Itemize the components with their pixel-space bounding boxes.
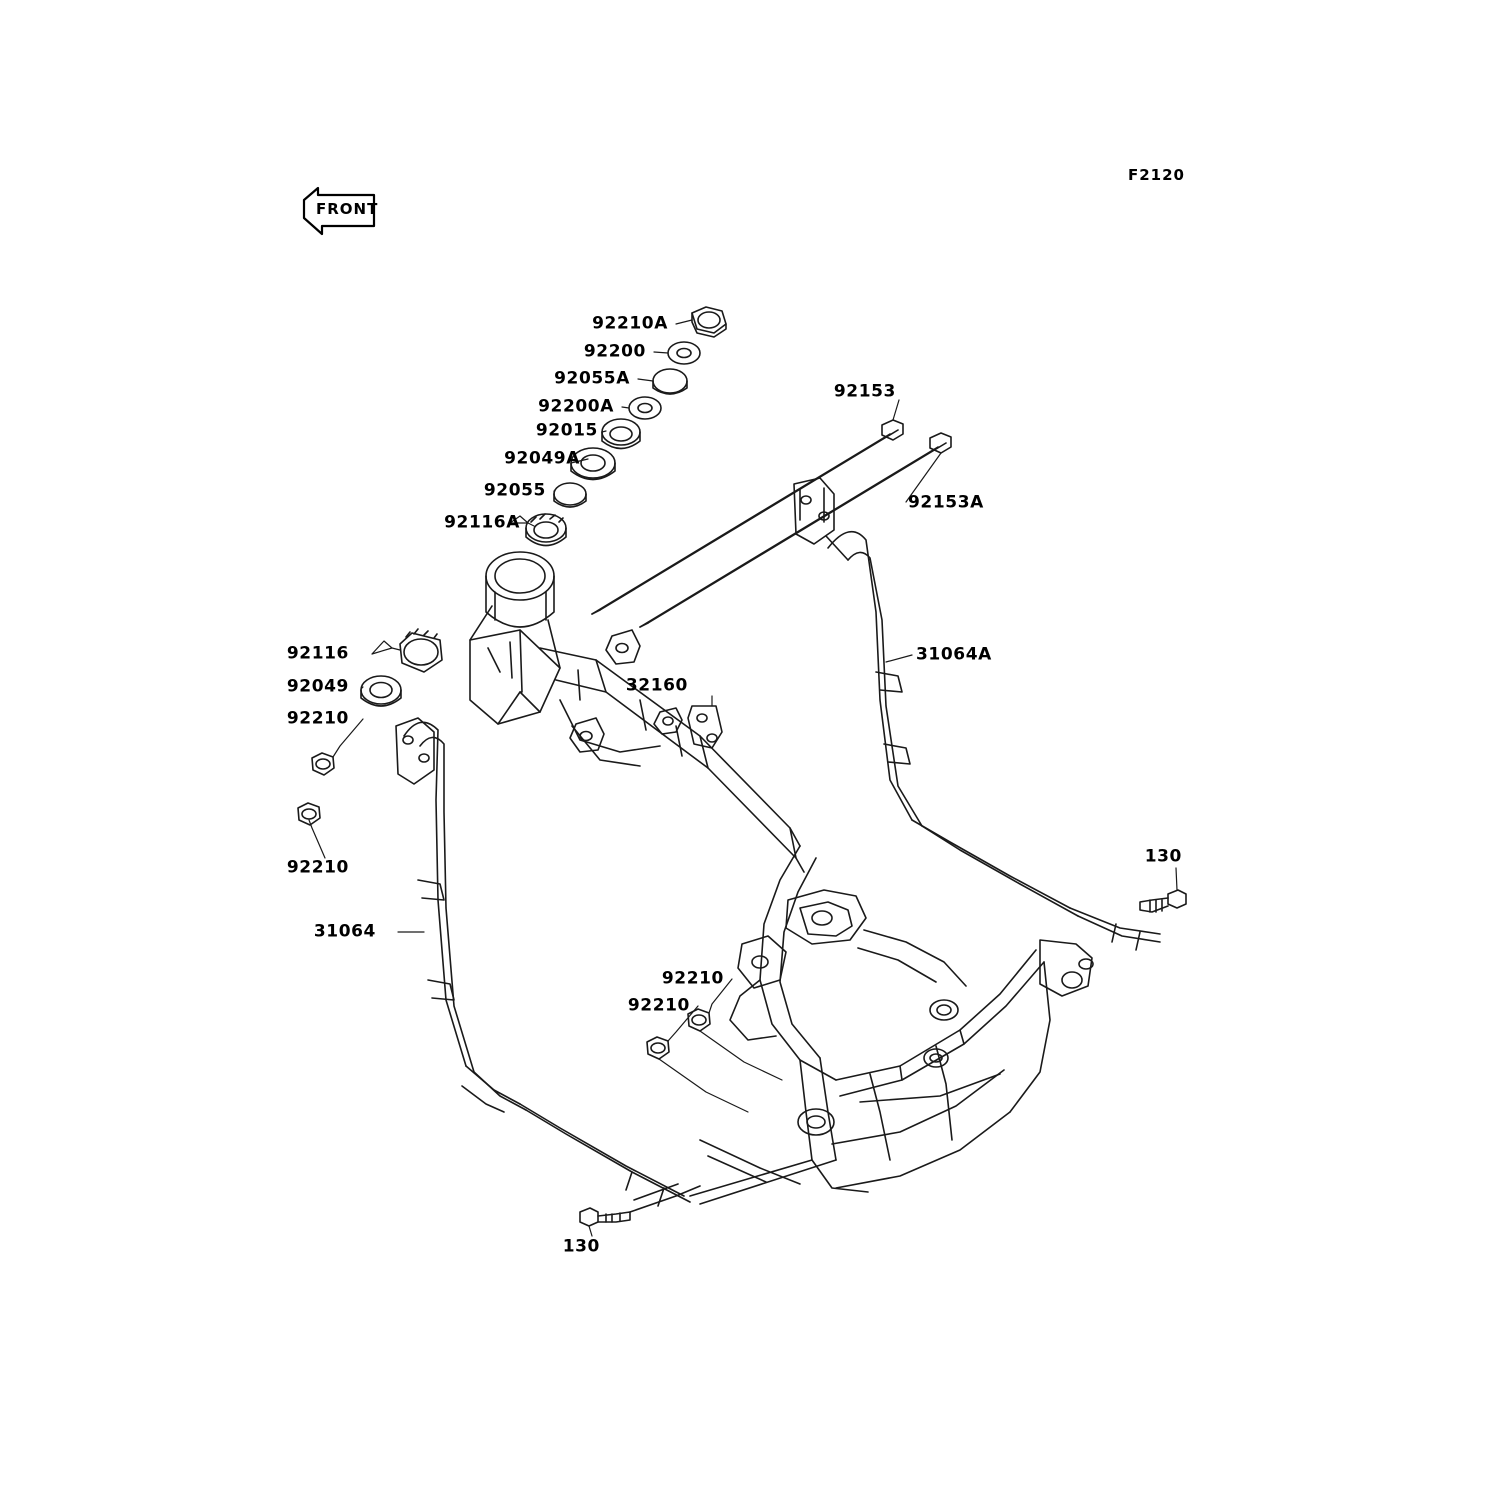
part-92015 xyxy=(602,419,640,449)
frame-lower-cradle xyxy=(690,846,1093,1204)
part-label-92200[interactable]: 92200 xyxy=(583,341,646,362)
part-label-92015[interactable]: 92015 xyxy=(535,420,598,441)
part-label-92210-mid-right[interactable]: 92210 xyxy=(661,968,724,989)
part-92200A xyxy=(629,397,661,419)
part-label-92153[interactable]: 92153 xyxy=(833,381,896,402)
frame-head-gusset xyxy=(470,606,560,724)
part-92116A xyxy=(526,514,566,546)
part-label-92200A[interactable]: 92200A xyxy=(538,396,614,417)
frame-steering-head xyxy=(486,552,554,627)
frame-pivot-plates xyxy=(738,890,966,988)
part-label-92210-lower[interactable]: 92210 xyxy=(286,857,349,878)
part-92210-mid-left xyxy=(647,1037,669,1059)
part-92049 xyxy=(361,676,401,706)
part-130-right xyxy=(1140,890,1186,912)
part-label-92055A[interactable]: 92055A xyxy=(554,368,630,389)
part-label-92049[interactable]: 92049 xyxy=(286,676,349,697)
part-92153 xyxy=(592,420,903,614)
part-label-92116[interactable]: 92116 xyxy=(286,643,349,664)
part-label-92049A[interactable]: 92049A xyxy=(504,448,580,469)
part-label-92153A[interactable]: 92153A xyxy=(908,492,984,513)
part-130-bottom xyxy=(580,1208,630,1226)
part-92055A xyxy=(653,369,687,394)
frame-rail-31064 xyxy=(396,718,690,1206)
part-label-92210-mid-left[interactable]: 92210 xyxy=(627,995,690,1016)
part-92210-upper xyxy=(312,753,334,775)
part-label-92210A[interactable]: 92210A xyxy=(592,313,668,334)
part-label-31064A[interactable]: 31064A xyxy=(916,644,992,665)
part-92210-mid-right xyxy=(688,1009,710,1031)
part-label-130-bottom[interactable]: 130 xyxy=(562,1236,600,1257)
frame-rail-31064A xyxy=(794,478,1160,950)
sheet-code: F2120 xyxy=(1128,166,1185,184)
front-label: FRONT xyxy=(316,200,379,218)
part-label-92210-upper[interactable]: 92210 xyxy=(286,708,349,729)
part-label-92055[interactable]: 92055 xyxy=(483,480,546,501)
part-92200 xyxy=(668,342,700,364)
part-92055 xyxy=(554,483,586,507)
part-label-130-right[interactable]: 130 xyxy=(1144,846,1182,867)
part-92116 xyxy=(400,629,442,672)
part-label-32160[interactable]: 32160 xyxy=(625,675,688,696)
part-92210A xyxy=(692,307,726,337)
part-label-92116A[interactable]: 92116A xyxy=(444,512,520,533)
part-label-31064[interactable]: 31064 xyxy=(313,921,376,942)
frame-lower-rear-tube xyxy=(630,1184,700,1212)
